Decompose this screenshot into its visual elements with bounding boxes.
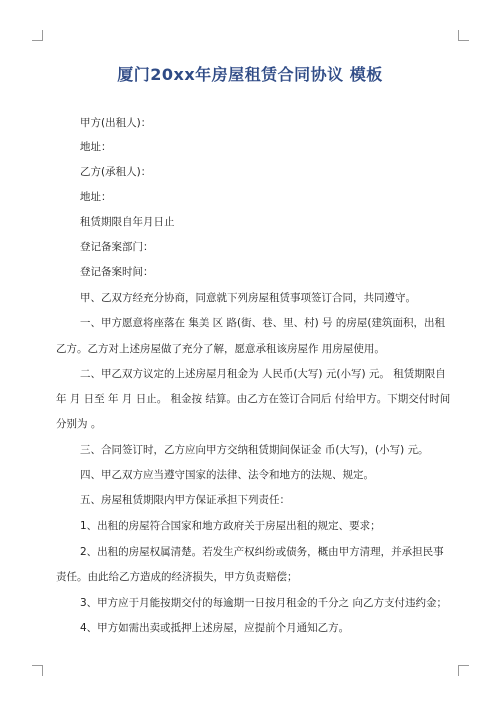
paragraph-intro: 甲、乙双方经充分协商，同意就下列房屋租赁事项签订合同，共同遵守。 (80, 292, 416, 304)
crop-mark-bottom-left (32, 665, 43, 676)
clause-2-line-2: 年 月 日至 年 月 日止。 租金按 结算。由乙方在签订合同后 付给甲方。下期交付时间 (56, 393, 451, 405)
field-lessee: 乙方(承租人)： (80, 166, 152, 178)
clause-5-item-3: 3、甲方应于月能按期交付的每逾期一日按月租金的千分之 向乙方支付违约金； (80, 597, 448, 609)
field-lessor: 甲方(出租人)： (80, 117, 152, 129)
field-lessor-address: 地址： (80, 141, 112, 153)
clause-4: 四、甲乙双方应当遵守国家的法律、法令和地方的法规、规定。 (80, 469, 374, 481)
document-title: 厦门20xx年房屋租赁合同协议 模板 (117, 65, 383, 84)
crop-mark-top-left (32, 30, 43, 41)
crop-mark-top-right (458, 30, 469, 41)
field-lessee-address: 地址： (80, 191, 112, 203)
clause-5-item-2-line-2: 责任。由此给乙方造成的经济损失，甲方负责赔偿； (56, 571, 298, 583)
clause-5: 五、房屋租赁期限内甲方保证承担下列责任： (80, 494, 290, 506)
clause-5-item-1: 1、出租的房屋符合国家和地方政府关于房屋出租的规定、要求； (80, 520, 381, 532)
clause-5-item-2-line-1: 2、出租的房屋权属清楚。若发生产权纠纷或债务，概由甲方清理，并承担民事 (80, 546, 444, 558)
crop-mark-bottom-right (458, 665, 469, 676)
field-lease-term: 租赁期限自年月日止 (80, 216, 175, 228)
clause-1-line-1: 一、甲方愿意将座落在 集美 区 路(街、巷、里、村) 号 的房屋(建筑面积，出租 (80, 317, 445, 329)
clause-5-item-4: 4、甲方如需出卖或抵押上述房屋，应提前个月通知乙方。 (80, 622, 350, 634)
clause-2-line-3: 分别为 。 (56, 418, 102, 430)
clause-1-line-2: 乙方。乙方对上述房屋做了充分了解，愿意承租该房屋作 用房屋使用。 (56, 343, 385, 355)
field-registration-dept: 登记备案部门： (80, 241, 154, 253)
clause-3: 三、合同签订时，乙方应向甲方交纳租赁期间保证金 币(大写)，(小写) 元。 (80, 444, 429, 456)
clause-2-line-1: 二、甲乙双方议定的上述房屋月租金为 人民币(大写) 元(小写) 元。 租赁期限自 (80, 368, 446, 380)
field-registration-time: 登记备案时间： (80, 266, 154, 278)
